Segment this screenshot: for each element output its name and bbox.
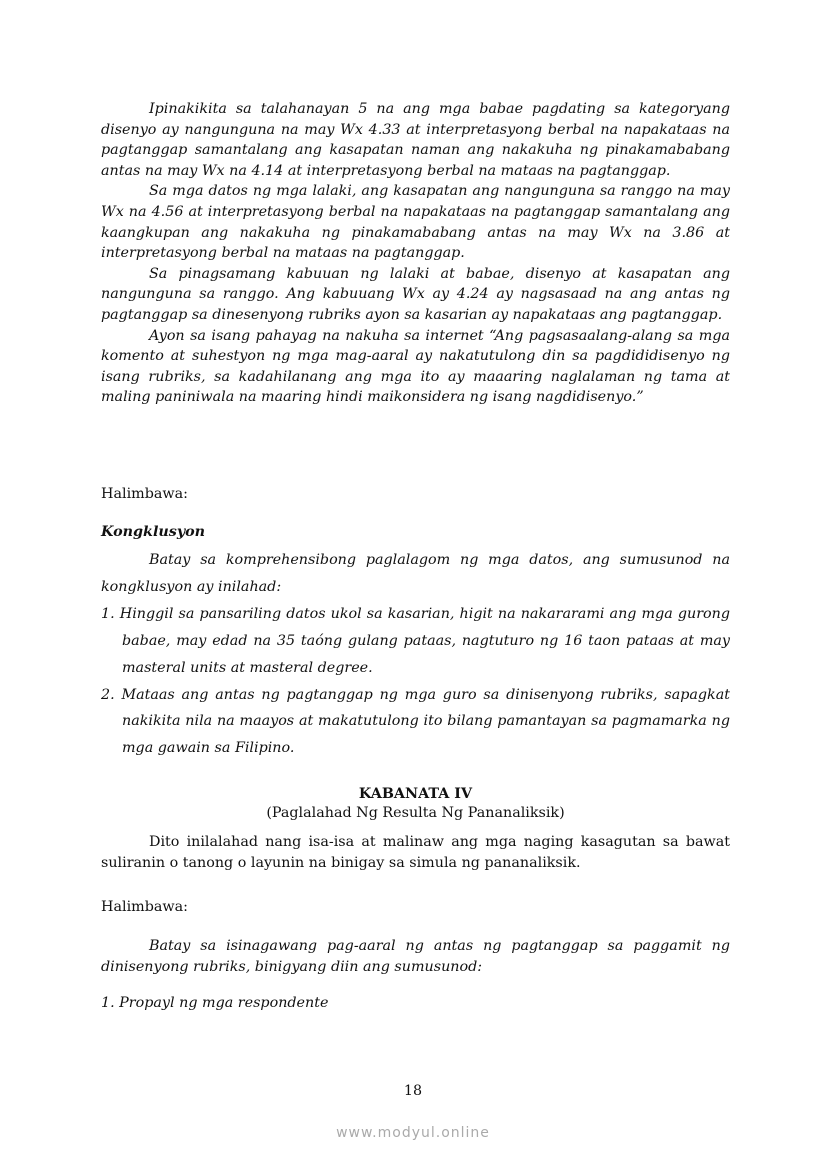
conclusion-section: [101, 547, 730, 762]
chapter-title: KABANATA IV: [358, 786, 473, 802]
conclusion-item: 2. Mataas ang antas ng pagtanggap ng mga guro sa dinisenyong rubriks, sapagkat nakikita nila na maayos at makatutulong ito bilang pamantayan sa pagmamarka ng mga gawain sa Filipino.: [101, 686, 730, 757]
paragraph: Sa mga datos ng mga lalaki, ang kasapatan ang nangunguna sa ranggo na may Wx na 4.56 at interpretasyong berbal na napakataas na pagtanggap samantalang ang kaangkupan ang nakakuha ng pinakamababang antas na may Wx na 3.86 at interpretasyong berbal na mataas na pagtanggap.: [101, 183, 730, 262]
conclusion-heading: Kongklusyon: [101, 524, 206, 540]
example-body: Batay sa isinagawang pag-aaral ng antas ng pagtanggap sa paggamit ng dinisenyong rubriks, binigyang diin ang sumusunod:: [101, 938, 730, 975]
paragraph: Sa pinagsamang kabuuan ng lalaki at babae, disenyo at kasapatan ang nangunguna sa ranggo. Ang kabuuang Wx ay 4.24 ay nagsasaad na ang antas ng pagtanggap sa dinesenyong rubriks ayon sa kasarian ay napakataas ang pagtanggap.: [101, 265, 730, 323]
paragraph: Ipinakikita sa talahanayan 5 na ang mga babae pagdating sa kategoryang disenyo ay nangunguna na may Wx 4.33 at interpretasyong berbal na napakataas na pagtanggap samantalang ang kasapatan naman ang nakakuha ng pinakamababang antas na may Wx na 4.14 at interpretasyong berbal na mataas na pagtanggap.: [101, 101, 730, 179]
example-label: Halimbawa:: [101, 486, 188, 502]
chapter-body: Dito inilalahad nang isa-isa at malinaw ang mga naging kasagutan sa bawat suliranin o tanong o layunin na binigay sa simula ng pananaliksik.: [101, 834, 730, 871]
conclusion-item: 1. Hinggil sa pansariling datos ukol sa kasarian, higit na nakararami ang mga gurong babae, may edad na 35 taóng gulang pataas, nagtuturo ng 16 taon pataas at may masteral units at masteral degree.: [101, 605, 730, 676]
watermark: www.modyul.online: [336, 1125, 490, 1141]
example-item: 1. Propayl ng mga respondente: [101, 995, 329, 1011]
findings-section: [101, 99, 730, 408]
page-number: 18: [403, 1083, 423, 1099]
conclusion-intro: Batay sa komprehensibong paglalagom ng mga datos, ang sumusunod na kongklusyon ay inilahad:: [101, 552, 730, 595]
paragraph: Ayon sa isang pahayag na nakuha sa internet “Ang pagsasaalang-alang sa mga komento at suhestyon ng mga mag-aaral ay nakatutulong din sa pagdididisenyo ng isang rubriks, sa kadahilanang ang mga ito ay maaaring naglalaman ng tama at maling paniniwala na maaring hindi maikonsidera ng isang nagdidisenyo.”: [101, 327, 730, 406]
example-label: Halimbawa:: [101, 899, 188, 915]
chapter-subtitle: (Paglalahad Ng Resulta Ng Pananaliksik): [266, 805, 565, 821]
